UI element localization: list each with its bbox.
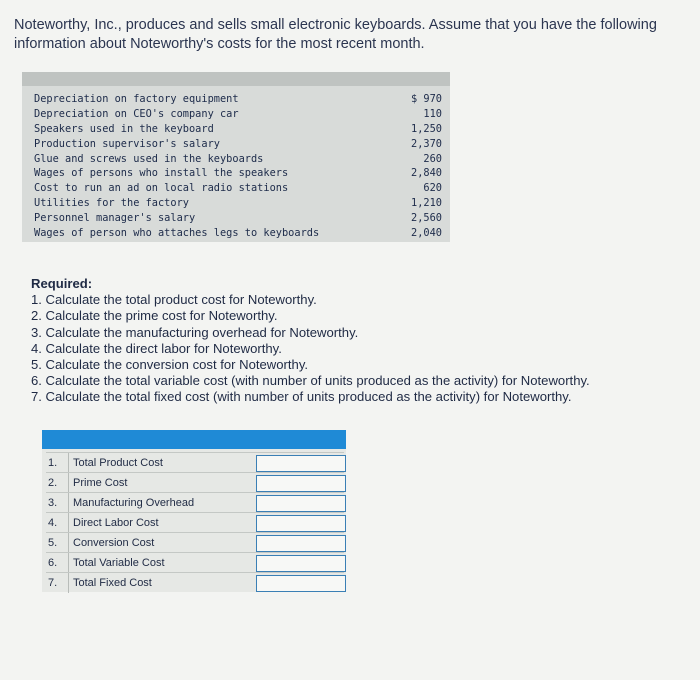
cost-label: Speakers used in the keyboard [34,122,214,135]
cost-amount: 620 [423,182,442,195]
answer-input-total-variable-cost[interactable] [256,555,346,572]
answer-row [46,572,344,593]
required-item: 4. Calculate the direct labor for Noteworthy. [31,340,282,356]
answer-input-total-fixed-cost[interactable] [256,575,346,592]
cost-table-header-bar [22,72,450,86]
row-number: 1. [48,457,58,469]
required-item: 1. Calculate the total product cost for Noteworthy. [31,292,317,308]
row-number: 3. [48,497,58,509]
cost-row [34,196,442,211]
row-number: 5. [48,537,58,549]
cost-label: Wages of persons who install the speakers [34,167,289,180]
cost-row [34,181,442,196]
row-number: 6. [48,557,58,569]
cost-row [34,137,442,152]
cost-amount: $ 970 [411,93,442,105]
row-label: Total Fixed Cost [68,573,152,593]
cost-row [34,122,442,137]
cost-row [34,152,442,167]
row-number: 7. [48,577,58,589]
answer-table-header [42,430,346,449]
cost-label: Utilities for the factory [34,197,189,210]
cost-amount: 2,560 [411,212,442,225]
cost-row [34,226,442,241]
required-section [31,276,691,406]
cost-label: Depreciation on factory equipment [34,93,239,105]
required-item: 5. Calculate the conversion cost for Noteworthy. [31,357,309,373]
cost-label: Glue and screws used in the keyboards [34,152,264,165]
required-item: 3. Calculate the manufacturing overhead for Noteworthy. [31,324,359,340]
row-number: 4. [48,517,58,529]
answer-input-total-product-cost[interactable] [256,455,346,472]
answer-input-conversion-cost[interactable] [256,535,346,552]
answer-input-manufacturing-overhead[interactable] [256,495,346,512]
cost-row [34,107,442,122]
row-label: Total Variable Cost [68,553,165,573]
cost-label: Cost to run an ad on local radio stations [34,182,289,195]
cost-data-table [22,72,450,242]
cost-label: Personnel manager's salary [34,212,196,225]
required-item: 7. Calculate the total fixed cost (with number of units produced as the activity) for Noteworthy. [31,389,572,405]
row-label: Conversion Cost [68,533,154,553]
answer-table [42,430,346,592]
cost-amount: 1,250 [411,122,442,135]
problem-intro: Noteworthy, Inc., produces and sells small electronic keyboards. Assume that you have the following information about Noteworthy's costs for the most recent month. [14,17,657,52]
cost-amount: 110 [423,107,442,120]
required-item: 6. Calculate the total variable cost (with number of units produced as the activity) for Noteworthy. [31,373,590,389]
answer-input-prime-cost[interactable] [256,475,346,492]
cost-row [34,92,442,107]
row-label: Manufacturing Overhead [68,493,194,513]
required-heading: Required: [31,276,93,291]
answer-row [46,472,344,493]
row-label: Total Product Cost [68,453,163,473]
row-label: Prime Cost [68,473,127,493]
cost-amount: 1,210 [411,197,442,210]
cost-amount: 2,370 [411,137,442,150]
answer-row [46,552,344,573]
answer-row [46,452,344,473]
cost-label: Depreciation on CEO's company car [34,107,239,120]
cost-amount: 2,040 [411,227,442,240]
required-item: 2. Calculate the prime cost for Noteworthy. [31,308,278,324]
answer-row [46,512,344,533]
cost-label: Wages of person who attaches legs to keyboards [34,227,320,240]
answer-input-direct-labor-cost[interactable] [256,515,346,532]
cost-amount: 260 [423,152,442,165]
answer-row [46,492,344,513]
answer-row [46,532,344,553]
cost-label: Production supervisor's salary [34,137,220,150]
row-number: 2. [48,477,58,489]
cost-list [34,92,442,241]
cost-row [34,211,442,226]
row-label: Direct Labor Cost [68,513,159,533]
cost-row [34,166,442,181]
cost-amount: 2,840 [411,167,442,180]
